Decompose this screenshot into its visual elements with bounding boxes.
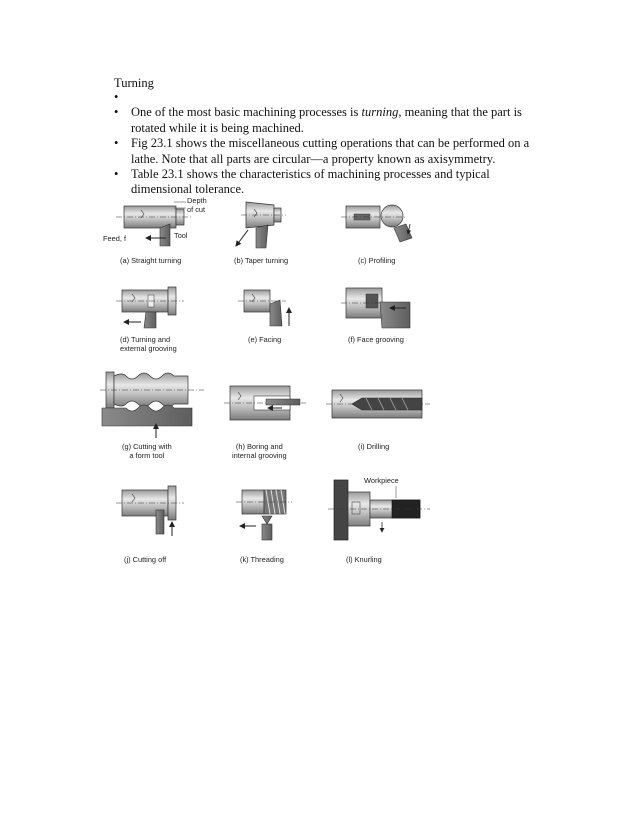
bullet-text: Table 23.1 shows the characteristics of machining processes and typical dimensional tolerance.	[131, 167, 490, 197]
panel-l-knurling	[328, 480, 430, 540]
panel-label-f	[348, 335, 404, 344]
bullet-item	[114, 90, 534, 105]
panel-label-h	[232, 442, 287, 460]
panel-label-b	[234, 256, 288, 265]
panel-label-j	[124, 555, 166, 564]
label-line: (k) Threading	[240, 555, 284, 564]
label-line: (b) Taper turning	[234, 256, 289, 265]
label-line: (g) Cutting with	[122, 442, 172, 451]
label-line: (f) Face grooving	[348, 335, 404, 344]
panel-label-d	[120, 335, 177, 353]
emphasis-term: turning	[361, 105, 399, 120]
label-line: (i) Drilling	[358, 442, 390, 451]
figure-drawings	[96, 194, 436, 574]
bullet-text: One of the most basic machining processes is	[131, 105, 362, 120]
bullet-list	[114, 90, 534, 198]
callout-feed: Feed, f	[103, 234, 127, 243]
callout-tool: Tool	[174, 231, 188, 240]
panel-c-profiling	[341, 205, 412, 242]
panel-d-turning-grooving	[116, 287, 184, 328]
panel-label-l	[346, 555, 382, 564]
panel-label-a	[120, 256, 181, 265]
label-line: external grooving	[120, 344, 177, 353]
panel-label-k	[240, 555, 284, 564]
lathe-operations-figure	[96, 194, 436, 574]
panel-b-taper-turning	[236, 202, 286, 248]
panel-g-form-tool	[100, 372, 204, 438]
panel-label-e	[248, 335, 281, 344]
panel-i-drilling	[326, 390, 430, 418]
panel-label-g	[122, 442, 172, 460]
bullet-text: Fig 23.1 shows the miscellaneous cutting operations that can be performed on a lathe. Note that all parts are circular—a property known as axisymmetry.	[131, 136, 530, 166]
panel-k-threading	[236, 490, 292, 540]
callout-line: of cut	[187, 204, 206, 214]
panel-h-boring	[224, 386, 306, 420]
bullet-marker: •	[114, 136, 119, 151]
bullet-item	[114, 105, 534, 136]
label-line: (d) Turning and	[120, 335, 171, 344]
bullet-text: , meaning that the part is rotated while it is being machined.	[131, 105, 522, 135]
label-line: a form tool	[129, 451, 165, 460]
callout-line: Depth	[187, 196, 207, 205]
panel-j-cutting-off	[116, 486, 184, 536]
panel-e-facing	[238, 290, 289, 326]
label-line: (h) Boring and	[235, 442, 283, 451]
callout-depth-of-cut	[187, 197, 207, 214]
bullet-marker: •	[114, 167, 119, 182]
panel-label-c	[358, 256, 395, 265]
label-line: (l) Knurling	[346, 555, 382, 564]
label-line: (a) Straight turning	[120, 256, 182, 265]
label-line: internal grooving	[232, 451, 287, 460]
panel-label-i	[358, 442, 389, 451]
bullet-marker: •	[114, 105, 119, 120]
label-line: (j) Cutting off	[124, 555, 167, 564]
bullet-marker: •	[114, 90, 119, 104]
callout-workpiece: Workpiece	[364, 476, 399, 485]
label-line: (e) Facing	[248, 335, 282, 344]
label-line: (c) Profiling	[358, 256, 396, 265]
document-heading: Turning	[114, 76, 154, 90]
panel-f-face-grooving	[341, 288, 410, 328]
bullet-item	[114, 136, 534, 167]
